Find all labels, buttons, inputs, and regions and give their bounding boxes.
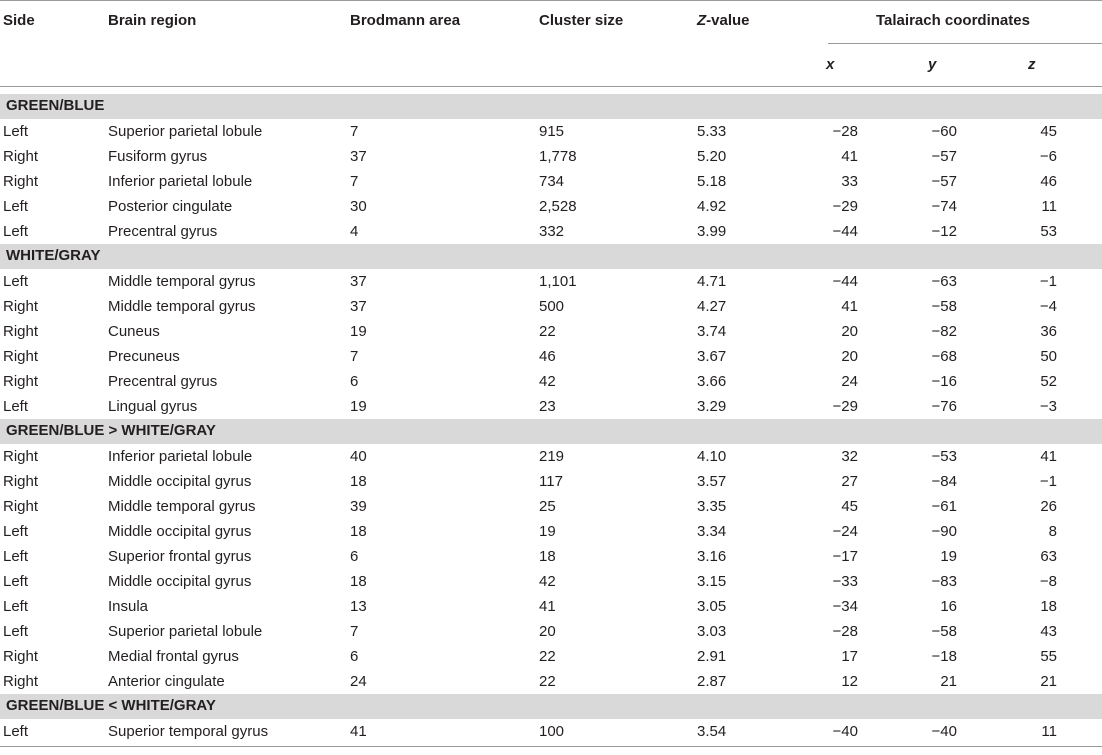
cell-side: Left (3, 573, 29, 590)
cell-brodmann-area: 37 (350, 148, 367, 165)
table-row (0, 494, 1102, 519)
cell-brodmann-area: 19 (350, 323, 367, 340)
cell-x: 45 (841, 498, 858, 515)
header-z-value (697, 12, 750, 30)
cell-z: 53 (1040, 223, 1057, 240)
cell-z: 50 (1040, 348, 1057, 365)
header-z (1028, 56, 1036, 74)
cell-cluster-size: 41 (539, 598, 556, 615)
cell-z-value: 4.92 (697, 198, 727, 215)
cell-z-value: 3.99 (697, 223, 727, 240)
cell-z-value: 5.18 (697, 173, 727, 190)
cell-z-value: 3.29 (697, 398, 727, 415)
cell-side: Left (3, 398, 29, 415)
cell-y: −90 (931, 523, 957, 540)
cell-x: 12 (841, 673, 858, 690)
cell-brain-region: Superior parietal lobule (108, 623, 263, 640)
cell-brodmann-area: 18 (350, 573, 367, 590)
cell-side: Right (3, 298, 39, 315)
cell-z: 52 (1040, 373, 1057, 390)
cell-z: −1 (1039, 273, 1057, 290)
cell-x: 20 (841, 348, 858, 365)
table-row (0, 469, 1102, 494)
cell-z: 8 (1048, 523, 1057, 540)
cell-side: Right (3, 323, 39, 340)
cell-brodmann-area: 18 (350, 523, 367, 540)
table-row (0, 594, 1102, 619)
cell-cluster-size: 332 (539, 223, 565, 240)
cell-cluster-size: 117 (539, 473, 563, 490)
cell-x: −29 (832, 398, 858, 415)
cell-x: 33 (841, 173, 858, 190)
cell-brain-region: Inferior parietal lobule (108, 173, 253, 190)
cell-side: Left (3, 523, 29, 540)
cell-cluster-size: 219 (539, 448, 565, 465)
cell-y: −84 (931, 473, 957, 490)
cell-z-value: 4.71 (697, 273, 727, 290)
cell-brodmann-area: 6 (350, 373, 359, 390)
header-z-rest: -value (706, 12, 750, 29)
cell-z-value: 3.67 (697, 348, 727, 365)
cell-side: Right (3, 348, 39, 365)
cell-brain-region: Lingual gyrus (108, 398, 198, 415)
cell-z: 43 (1040, 623, 1057, 640)
cell-cluster-size: 42 (539, 573, 556, 590)
cell-cluster-size: 2,528 (539, 198, 577, 215)
header-side: Side (3, 12, 35, 29)
cell-z-value: 3.57 (697, 473, 727, 490)
cell-z: 41 (1040, 448, 1057, 465)
section-title: WHITE/GRAY (6, 247, 101, 264)
cell-y: −60 (931, 123, 957, 140)
cell-cluster-size: 46 (539, 348, 556, 365)
cell-side: Left (3, 598, 29, 615)
cell-brodmann-area: 18 (350, 473, 367, 490)
cell-x: −29 (832, 198, 858, 215)
cell-z-value: 2.91 (697, 648, 727, 665)
cell-brain-region: Middle occipital gyrus (108, 523, 252, 540)
cell-side: Right (3, 173, 39, 190)
cell-brodmann-area: 7 (350, 348, 359, 365)
cell-x: −24 (832, 523, 858, 540)
table-row (0, 519, 1102, 544)
section-title: GREEN/BLUE < WHITE/GRAY (6, 697, 216, 714)
header-bottom-rule (0, 86, 1102, 87)
cell-side: Left (3, 273, 29, 290)
cell-cluster-size: 915 (539, 123, 565, 140)
cell-z-value: 3.16 (697, 548, 727, 565)
header-talairach-coordinates: Talairach coordinates (876, 12, 1030, 29)
cell-brain-region: Superior parietal lobule (108, 123, 263, 140)
cell-y: −40 (931, 723, 957, 740)
cell-cluster-size: 19 (539, 523, 556, 540)
cell-y: −57 (931, 173, 957, 190)
cell-side: Right (3, 148, 39, 165)
cell-side: Right (3, 673, 39, 690)
header-brain-region: Brain region (108, 12, 197, 29)
table-row (0, 269, 1102, 294)
coordinates-sub-rule (828, 43, 1102, 44)
table-row (0, 444, 1102, 469)
cell-z: 63 (1040, 548, 1057, 565)
cell-brain-region: Posterior cingulate (108, 198, 233, 215)
cell-x: 24 (841, 373, 858, 390)
cell-cluster-size: 22 (539, 323, 556, 340)
cell-x: 32 (841, 448, 858, 465)
table-row (0, 119, 1102, 144)
cell-brain-region: Insula (108, 598, 149, 615)
cell-side: Left (3, 223, 29, 240)
cell-brain-region: Cuneus (108, 323, 160, 340)
cell-z: 26 (1040, 498, 1057, 515)
cell-z-value: 5.33 (697, 123, 727, 140)
cell-z: 55 (1040, 648, 1057, 665)
cell-y: −68 (931, 348, 957, 365)
cell-brodmann-area: 13 (350, 598, 367, 615)
section-header (0, 694, 1102, 719)
section-title: GREEN/BLUE (6, 97, 105, 114)
cell-x: 17 (841, 648, 858, 665)
cell-x: −28 (832, 623, 858, 640)
cell-y: −61 (931, 498, 957, 515)
table-row (0, 144, 1102, 169)
cell-z-value: 4.27 (697, 298, 727, 315)
header-y (928, 56, 936, 74)
section-header (0, 244, 1102, 269)
cell-z: 46 (1040, 173, 1057, 190)
cell-side: Right (3, 448, 39, 465)
cell-y: −58 (931, 298, 957, 315)
cell-cluster-size: 1,101 (539, 273, 577, 290)
table-row (0, 344, 1102, 369)
cell-brodmann-area: 30 (350, 198, 367, 215)
cell-brain-region: Inferior parietal lobule (108, 448, 253, 465)
cell-z: −3 (1039, 398, 1057, 415)
cell-brain-region: Anterior cingulate (108, 673, 225, 690)
cell-x: −40 (832, 723, 858, 740)
cell-y: −18 (931, 648, 957, 665)
cell-cluster-size: 20 (539, 623, 556, 640)
cell-brodmann-area: 41 (350, 723, 367, 740)
table-row (0, 669, 1102, 694)
cell-y: 21 (940, 673, 957, 690)
cell-side: Right (3, 648, 39, 665)
cell-side: Right (3, 498, 39, 515)
table-row (0, 569, 1102, 594)
table-top-rule (0, 0, 1102, 1)
cell-cluster-size: 100 (539, 723, 565, 740)
table-bottom-rule (0, 746, 1102, 747)
table-row (0, 294, 1102, 319)
cell-brain-region: Middle temporal gyrus (108, 273, 256, 290)
section-header (0, 94, 1102, 119)
cell-brodmann-area: 39 (350, 498, 367, 515)
table-row (0, 644, 1102, 669)
cell-cluster-size: 23 (539, 398, 556, 415)
table-row (0, 319, 1102, 344)
cell-z: −8 (1039, 573, 1057, 590)
cell-y: 19 (940, 548, 957, 565)
cell-side: Left (3, 723, 29, 740)
table-row (0, 194, 1102, 219)
cell-z: −6 (1039, 148, 1057, 165)
cell-y: −76 (931, 398, 957, 415)
cell-z: 11 (1041, 198, 1057, 215)
cell-brodmann-area: 4 (350, 223, 359, 240)
cell-z-value: 3.05 (697, 598, 727, 615)
cell-z: −1 (1039, 473, 1057, 490)
cell-x: −33 (832, 573, 858, 590)
cell-y: −74 (931, 198, 957, 215)
cell-x: 20 (841, 323, 858, 340)
cell-cluster-size: 42 (539, 373, 556, 390)
cell-brain-region: Precentral gyrus (108, 373, 218, 390)
cell-cluster-size: 22 (539, 673, 556, 690)
cell-z-value: 3.35 (697, 498, 727, 515)
cell-z: −4 (1039, 298, 1057, 315)
cell-brain-region: Precentral gyrus (108, 223, 218, 240)
cell-brodmann-area: 7 (350, 173, 359, 190)
header-brodmann-area: Brodmann area (350, 12, 461, 29)
cell-brodmann-area: 19 (350, 398, 367, 415)
cell-y: 16 (940, 598, 957, 615)
cell-y: −82 (931, 323, 957, 340)
cell-z-value: 3.15 (697, 573, 727, 590)
cell-y: −16 (931, 373, 957, 390)
cell-z-value: 3.03 (697, 623, 727, 640)
cell-cluster-size: 500 (539, 298, 565, 315)
cell-side: Right (3, 473, 39, 490)
header-z-label: z (1028, 56, 1036, 73)
table-row (0, 369, 1102, 394)
cell-brodmann-area: 7 (350, 123, 359, 140)
table-row (0, 719, 1102, 744)
cell-x: 41 (841, 298, 858, 315)
cell-z: 45 (1040, 123, 1057, 140)
cell-cluster-size: 18 (539, 548, 556, 565)
cell-brain-region: Middle occipital gyrus (108, 473, 252, 490)
cell-cluster-size: 734 (539, 173, 565, 190)
table-row (0, 169, 1102, 194)
cell-side: Left (3, 623, 29, 640)
cell-x: −34 (832, 598, 858, 615)
table-row (0, 394, 1102, 419)
header-x (826, 56, 834, 74)
cell-x: 27 (841, 473, 858, 490)
cell-brain-region: Precuneus (108, 348, 180, 365)
cell-brain-region: Superior frontal gyrus (108, 548, 252, 565)
cell-brain-region: Medial frontal gyrus (108, 648, 239, 665)
cell-cluster-size: 22 (539, 648, 556, 665)
cell-brodmann-area: 6 (350, 648, 359, 665)
cell-x: −44 (832, 273, 858, 290)
cell-brain-region: Middle temporal gyrus (108, 498, 256, 515)
cell-z-value: 3.34 (697, 523, 727, 540)
cell-brodmann-area: 6 (350, 548, 359, 565)
cell-side: Left (3, 198, 29, 215)
cell-side: Left (3, 123, 29, 140)
table-row (0, 219, 1102, 244)
cell-brain-region: Middle temporal gyrus (108, 298, 256, 315)
cell-cluster-size: 25 (539, 498, 556, 515)
cell-x: −44 (832, 223, 858, 240)
cell-y: −53 (931, 448, 957, 465)
cell-z-value: 3.74 (697, 323, 727, 340)
cell-z: 36 (1040, 323, 1057, 340)
cell-y: −12 (931, 223, 957, 240)
cell-z-value: 5.20 (697, 148, 727, 165)
cell-z: 11 (1041, 723, 1057, 740)
cell-x: −17 (832, 548, 858, 565)
section-title: GREEN/BLUE > WHITE/GRAY (6, 422, 216, 439)
cell-z-value: 2.87 (697, 673, 727, 690)
cell-brain-region: Superior temporal gyrus (108, 723, 269, 740)
cell-y: −58 (931, 623, 957, 640)
cell-z: 18 (1040, 598, 1057, 615)
cell-z-value: 3.54 (697, 723, 727, 740)
table-row (0, 619, 1102, 644)
cell-brodmann-area: 37 (350, 273, 367, 290)
table-row (0, 544, 1102, 569)
cell-brodmann-area: 24 (350, 673, 367, 690)
cell-brodmann-area: 37 (350, 298, 367, 315)
cell-brodmann-area: 40 (350, 448, 367, 465)
cell-y: −57 (931, 148, 957, 165)
cell-side: Left (3, 548, 29, 565)
cell-x: 41 (841, 148, 858, 165)
cell-y: −83 (931, 573, 957, 590)
cell-y: −63 (931, 273, 957, 290)
cell-z-value: 3.66 (697, 373, 727, 390)
header-y-label: y (928, 56, 937, 73)
header-z-italic: Z (697, 12, 707, 29)
header-x-label: x (826, 56, 835, 73)
cell-x: −28 (832, 123, 858, 140)
section-header (0, 419, 1102, 444)
cell-side: Right (3, 373, 39, 390)
cell-brain-region: Fusiform gyrus (108, 148, 208, 165)
header-cluster-size: Cluster size (539, 12, 624, 29)
cell-z: 21 (1040, 673, 1057, 690)
cell-brodmann-area: 7 (350, 623, 359, 640)
cell-cluster-size: 1,778 (539, 148, 577, 165)
cell-brain-region: Middle occipital gyrus (108, 573, 252, 590)
cell-z-value: 4.10 (697, 448, 727, 465)
